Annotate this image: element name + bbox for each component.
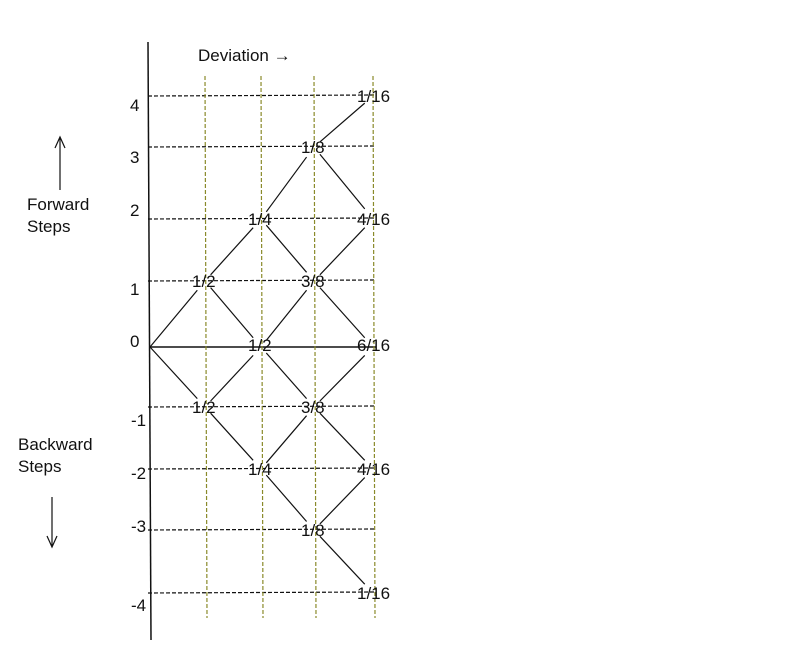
node-probability-label: 1/8 [301, 138, 325, 157]
lattice-edge [320, 228, 365, 275]
grid-line-row [148, 146, 376, 147]
grid-line-row [148, 95, 376, 96]
lattice-edge [150, 290, 197, 347]
node-probability-label: 1/4 [248, 210, 272, 229]
y-tick-label: -4 [131, 596, 147, 615]
node-probability-label: 4/16 [357, 210, 391, 229]
node-probability-label: 6/16 [357, 336, 391, 355]
lattice-edge [320, 103, 365, 142]
y-tick-label: 1 [130, 280, 140, 299]
lattice-edge [266, 475, 306, 521]
backward-label-line-1: Backward [18, 435, 93, 454]
lattice-edge [320, 355, 365, 401]
node-probability-label: 3/8 [301, 272, 325, 291]
diagram-title: Deviation → [198, 46, 291, 65]
grid-line-row [148, 592, 376, 593]
node-probability-label: 1/4 [248, 460, 272, 479]
y-tick-label: 0 [130, 332, 140, 351]
lattice-edge [320, 478, 365, 524]
lattice-edge [320, 154, 365, 209]
tick-layer [130, 96, 146, 615]
vertical-axis [148, 42, 151, 640]
node-probability-label: 4/16 [357, 460, 391, 479]
y-tick-label: 4 [130, 96, 140, 115]
lattice-edge [211, 355, 254, 401]
lattice-edge [211, 413, 254, 460]
lattice-edge [266, 157, 306, 212]
node-probability-label: 1/8 [301, 521, 325, 540]
lattice-edge [320, 413, 365, 460]
node-probability-label: 3/8 [301, 398, 325, 417]
lattice-edge [266, 353, 306, 399]
y-tick-label: 2 [130, 201, 140, 220]
grid-line-row [148, 529, 376, 530]
node-probability-label: 1/16 [357, 87, 391, 106]
node-probability-label: 1/2 [192, 272, 216, 291]
lattice-edge [266, 416, 306, 463]
node-probability-label: 1/16 [357, 584, 391, 603]
y-tick-label: -3 [131, 517, 147, 536]
lattice-edge [320, 288, 365, 338]
forward-steps-label [27, 194, 89, 238]
lattice-edge [320, 536, 365, 584]
y-tick-label: 3 [130, 148, 140, 167]
forward-label-line-2: Steps [27, 217, 71, 237]
lattice-edge [266, 225, 306, 272]
lattice-edge [266, 290, 306, 340]
node-probability-label: 1/2 [192, 398, 216, 417]
arrow-up-icon [55, 137, 65, 190]
node-label-layer [47, 87, 390, 603]
backward-steps-label [18, 434, 93, 478]
lattice-edge [150, 347, 197, 399]
node-probability-label: 1/2 [248, 336, 272, 355]
lattice-edge [211, 288, 254, 338]
y-tick-label: -2 [131, 464, 147, 483]
y-tick-label: -1 [131, 411, 147, 430]
arrow-down-icon [47, 497, 57, 547]
lattice-edge [211, 228, 254, 275]
backward-label-line-2: Steps [18, 457, 62, 477]
forward-label-line-1: Forward [27, 195, 90, 214]
